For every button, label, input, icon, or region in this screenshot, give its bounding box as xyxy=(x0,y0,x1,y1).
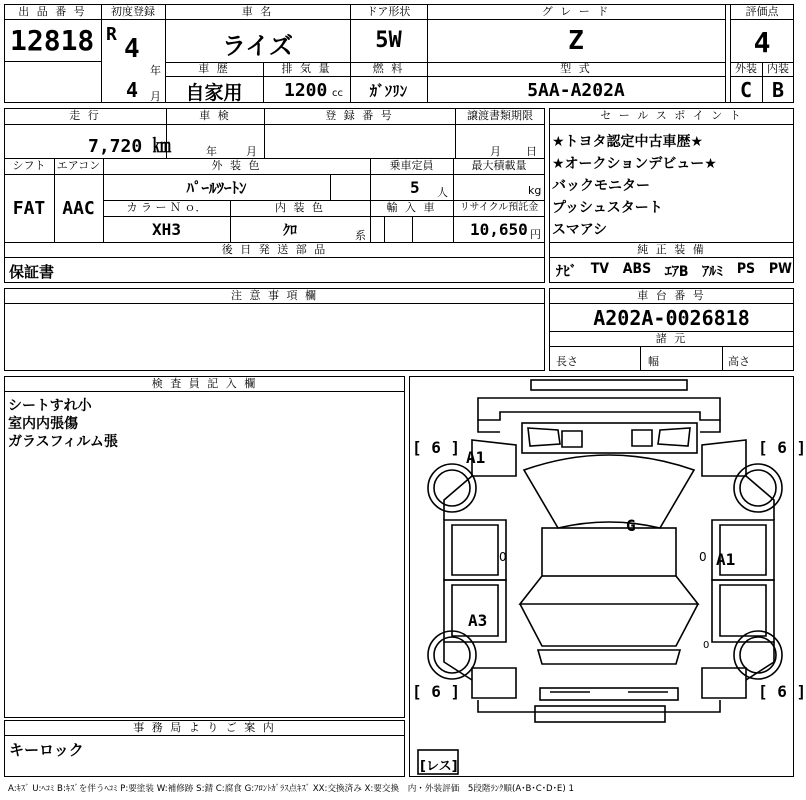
history: 自家用 xyxy=(185,82,243,104)
recycle-fee-unit: 円 xyxy=(530,228,541,241)
equipment-item: ｴｱB xyxy=(664,264,689,280)
max-load-unit: kg xyxy=(528,184,542,197)
sales-point-item: スマアシ xyxy=(552,222,608,238)
lot-number-label: 出 品 番 号 xyxy=(18,5,87,18)
displacement: 1200 xyxy=(284,80,328,101)
recycle-fee-label: リサイクル預託金 xyxy=(459,202,539,213)
grade-label: グ レ ー ド xyxy=(541,5,611,18)
mileage-label: 走 行 xyxy=(69,109,101,122)
damage-mark-front-left: A1 xyxy=(466,448,486,467)
mark-zero-right: 0 xyxy=(699,550,707,564)
transfer-day-unit: 日 xyxy=(526,145,537,158)
car-name: ライズ xyxy=(221,32,294,60)
specs-label: 諸 元 xyxy=(655,332,688,345)
tire-front-right: [ 6 ] xyxy=(758,438,806,457)
transfer-month-unit: 月 xyxy=(490,145,501,158)
tire-rear-right: [ 6 ] xyxy=(758,682,806,701)
inspector-note: ガラスフィルム張 xyxy=(8,434,118,450)
inspector-note: 室内内張傷 xyxy=(8,416,78,432)
exterior-score: C xyxy=(739,78,753,102)
history-label: 車 歴 xyxy=(198,62,230,75)
mark-zero-left: 0 xyxy=(499,550,507,564)
legend: A:ｷｽﾞ U:ﾍｺﾐ B:ｷｽﾞを伴うﾍｺﾐ P:要塗装 W:補修跡 S:錆 C:腐食 G:ﾌﾛﾝﾄｶﾞﾗｽ点ｷｽﾞ XX:交換済み X:要交換 内・外装評価 5段階ﾗﾝｸ順(A･B･C･D･E) 1 xyxy=(8,784,574,794)
displacement-label: 排 気 量 xyxy=(281,62,332,75)
era: R xyxy=(106,24,117,45)
model: 5AA-A202A xyxy=(527,80,625,101)
inspector-label: 検 査 員 記 入 欄 xyxy=(151,377,258,390)
capacity-label: 乗車定員 xyxy=(389,159,434,172)
sales-point-item: ★オークションデビュー★ xyxy=(552,156,717,172)
chassis-number: A202A-0026818 xyxy=(593,306,750,330)
car-name-label: 車 名 xyxy=(241,5,274,18)
equipment-item: PS xyxy=(736,261,756,277)
first-registration-label: 初度登録 xyxy=(111,5,155,18)
color-number: XH3 xyxy=(152,220,181,239)
interior-color: ｸﾛ xyxy=(283,223,297,239)
recycle-fee: 10,650 xyxy=(470,220,528,239)
transfer-deadline-label: 譲渡書類期限 xyxy=(467,109,533,122)
equipment-item: ｱﾙﾐ xyxy=(702,264,724,280)
office-note: キーロック xyxy=(9,741,84,759)
registration-month: 4 xyxy=(126,78,139,102)
score: 4 xyxy=(753,26,771,59)
later-parts-label: 後 日 発 送 部 品 xyxy=(221,243,328,256)
damage-mark-rear-left: A3 xyxy=(468,611,488,630)
interior-color-unit: 系 xyxy=(355,229,366,242)
office-label: 事 務 局 よ り ご 案 内 xyxy=(133,721,276,734)
length-label: 長さ xyxy=(556,355,578,368)
later-parts: 保証書 xyxy=(9,263,55,281)
import-label: 輸 入 車 xyxy=(386,201,437,214)
year-unit: 年 xyxy=(150,64,161,77)
capacity-unit: 人 xyxy=(437,186,448,199)
score-label: 評価点 xyxy=(745,5,779,18)
tire-rear-left: [ 6 ] xyxy=(412,682,461,701)
inspection-month-unit: 月 xyxy=(246,145,257,158)
tire-front-left: [ 6 ] xyxy=(412,438,461,457)
inspection-year-unit: 年 xyxy=(206,145,217,158)
height-label: 高さ xyxy=(728,355,750,368)
ac-label: エアコン xyxy=(56,159,101,172)
sales-point-item: バックモニター xyxy=(552,178,650,194)
ac: AAC xyxy=(62,198,95,219)
max-load-label: 最大積載量 xyxy=(471,159,527,172)
fuel-label: 燃 料 xyxy=(372,62,405,75)
shift: FAT xyxy=(12,198,46,219)
registration-number-label: 登 録 番 号 xyxy=(325,109,394,122)
registration-year: 4 xyxy=(124,34,140,64)
door-type: 5W xyxy=(375,28,402,53)
exterior-color: ﾊﾟｰﾙﾂｰﾄﾝ xyxy=(186,179,247,197)
lot-number: 12818 xyxy=(10,24,95,57)
equipment-item: ABS xyxy=(622,261,652,277)
equipment-item: TV xyxy=(590,261,610,277)
chassis-number-label: 車 台 番 号 xyxy=(637,289,706,302)
door-type-label: ドア形状 xyxy=(366,5,411,18)
damage-mark-windshield: G xyxy=(626,516,636,535)
shift-label: シフト xyxy=(12,159,46,172)
spare-tire-label: [レス] xyxy=(420,759,458,774)
inspector-note: シートすれ小 xyxy=(8,398,92,414)
notes-label: 注 意 事 項 欄 xyxy=(231,289,318,302)
sales-point-item: プッシュスタート xyxy=(552,200,663,216)
grade: Z xyxy=(568,26,584,56)
color-number-label: カ ラ ー Ｎ ｏ． xyxy=(126,201,207,214)
damage-mark-right-door: A1 xyxy=(716,550,736,569)
width-label: 幅 xyxy=(648,355,659,368)
sales-points-label: セ ー ル ス ポ イ ン ト xyxy=(600,109,743,122)
interior-color-label: 内 装 色 xyxy=(275,201,325,214)
capacity: 5 xyxy=(410,178,420,197)
inspection-label: 車 検 xyxy=(199,109,231,122)
mark-zero-right-lower: 0 xyxy=(703,640,710,651)
equipment-item: ﾅﾋﾞ xyxy=(556,264,577,280)
model-label: 型 式 xyxy=(560,62,592,75)
equipment-item: PW xyxy=(768,261,792,277)
interior-label: 内装 xyxy=(767,62,789,75)
month-unit: 月 xyxy=(150,90,161,103)
exterior-color-label: 外 装 色 xyxy=(211,159,262,172)
sales-point-item: ★トヨタ認定中古車歴★ xyxy=(552,134,704,150)
equipment-label: 純 正 装 備 xyxy=(637,243,706,256)
fuel: ｶﾞｿﾘﾝ xyxy=(369,82,408,100)
interior-score: B xyxy=(771,78,785,102)
exterior-label: 外装 xyxy=(735,62,757,75)
mileage: 7,720 ㎞ xyxy=(88,136,172,157)
displacement-unit: cc xyxy=(332,88,343,99)
